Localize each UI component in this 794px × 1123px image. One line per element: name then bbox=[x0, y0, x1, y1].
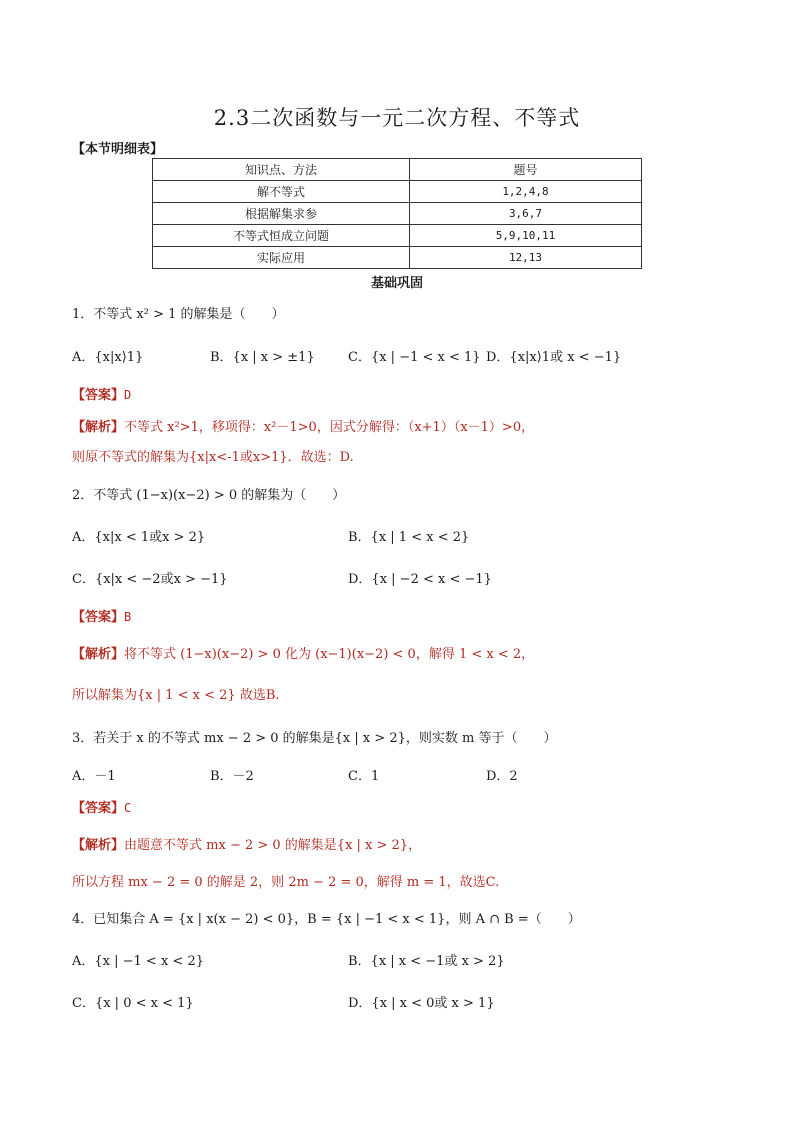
question-2-answer bbox=[72, 606, 131, 625]
analysis-text: 将不等式 (1−x)(x−2) > 0 化为 (x−1)(x−2) < 0，解得 1 < x < 2， bbox=[124, 647, 535, 662]
table-cell: 12,13 bbox=[410, 247, 642, 269]
question-3-option-c: C．1 bbox=[348, 769, 380, 784]
question-3-answer bbox=[72, 797, 131, 816]
question-1-option-d: D．{x|x⟩1或 x < −1} bbox=[486, 350, 622, 365]
question-3-option-a: A．－1 bbox=[72, 769, 116, 784]
table-header: 知识点、方法 bbox=[153, 159, 410, 181]
table-cell: 1,2,4,8 bbox=[410, 181, 642, 203]
question-2-stem: 2．不等式 (1−x)(x−2) > 0 的解集为（ ） bbox=[72, 488, 346, 503]
question-1-analysis-2: 则原不等式的解集为{x|x<-1或x>1}．故选：D. bbox=[72, 450, 354, 465]
question-2-option-d: D．{x | −2 < x < −1} bbox=[348, 572, 492, 587]
table-cell: 不等式恒成立问题 bbox=[153, 225, 410, 247]
table-header: 题号 bbox=[410, 159, 642, 181]
table-cell: 根据解集求参 bbox=[153, 203, 410, 225]
table-row bbox=[153, 247, 642, 269]
question-4-option-c: C．{x | 0 < x < 1} bbox=[72, 996, 194, 1011]
question-4-option-b: B．{x | x < −1或 x > 2} bbox=[348, 954, 505, 969]
question-4-option-a: A．{x | −1 < x < 2} bbox=[72, 954, 204, 969]
table-row bbox=[153, 181, 642, 203]
detail-table bbox=[152, 158, 642, 269]
table-row bbox=[153, 225, 642, 247]
answer-tag: 【答案】 bbox=[72, 388, 125, 403]
question-1-option-c: C．{x | −1 < x < 1} bbox=[348, 350, 481, 365]
answer-value: D bbox=[124, 388, 132, 402]
page-title: 2.3二次函数与一元二次方程、不等式 bbox=[213, 106, 581, 130]
question-1-option-b: B．{x | x > ±1} bbox=[210, 350, 315, 365]
question-2-analysis-1 bbox=[72, 643, 534, 662]
answer-tag: 【答案】 bbox=[72, 801, 125, 816]
question-4-stem: 4．已知集合 A = {x | x(x − 2) < 0}，B = {x | −1 < x < 1}，则 A ∩ B =（ ） bbox=[72, 912, 581, 927]
analysis-tag: 【解析】 bbox=[72, 838, 125, 853]
question-3-option-b: B．－2 bbox=[210, 769, 254, 784]
answer-value: C bbox=[124, 801, 132, 815]
question-3-analysis-2: 所以方程 mx − 2 = 0 的解是 2，则 2m − 2 = 0，解得 m = 1，故选C. bbox=[72, 875, 500, 890]
answer-value: B bbox=[124, 610, 132, 624]
analysis-tag: 【解析】 bbox=[72, 647, 125, 662]
question-1-answer bbox=[72, 384, 131, 403]
analysis-text: 不等式 x²>1，移项得：x²－1>0，因式分解得：（x+1）（x－1）>0， bbox=[124, 420, 535, 435]
analysis-tag: 【解析】 bbox=[72, 420, 125, 435]
table-cell: 5,9,10,11 bbox=[410, 225, 642, 247]
table-header-row bbox=[153, 159, 642, 181]
table-cell: 3,6,7 bbox=[410, 203, 642, 225]
question-2-option-a: A．{x|x < 1或x > 2} bbox=[72, 530, 206, 545]
question-4-option-d: D．{x | x < 0或 x > 1} bbox=[348, 996, 495, 1011]
question-2-analysis-2: 所以解集为{x | 1 < x < 2} 故选B. bbox=[72, 688, 280, 703]
section-label: 【本节明细表】 bbox=[72, 142, 164, 157]
question-2-option-c: C．{x|x < −2或x > −1} bbox=[72, 572, 228, 587]
table-cell: 解不等式 bbox=[153, 181, 410, 203]
question-1-option-a: A．{x|x⟩1} bbox=[72, 350, 144, 365]
question-2-option-b: B．{x | 1 < x < 2} bbox=[348, 530, 470, 545]
question-3-stem: 3．若关于 x 的不等式 mx − 2 > 0 的解集是{x | x > 2}，则实数 m 等于（ ） bbox=[72, 731, 557, 746]
section-subheading: 基础巩固 bbox=[370, 276, 423, 291]
question-1-stem: 1．不等式 x² > 1 的解集是（ ） bbox=[72, 307, 285, 322]
table-cell: 实际应用 bbox=[153, 247, 410, 269]
analysis-text: 由题意不等式 mx − 2 > 0 的解集是{x | x > 2}， bbox=[124, 838, 422, 853]
table-row bbox=[153, 203, 642, 225]
answer-tag: 【答案】 bbox=[72, 610, 125, 625]
question-3-analysis-1 bbox=[72, 834, 421, 853]
question-1-analysis-1 bbox=[72, 416, 534, 435]
question-3-option-d: D．2 bbox=[486, 769, 518, 784]
